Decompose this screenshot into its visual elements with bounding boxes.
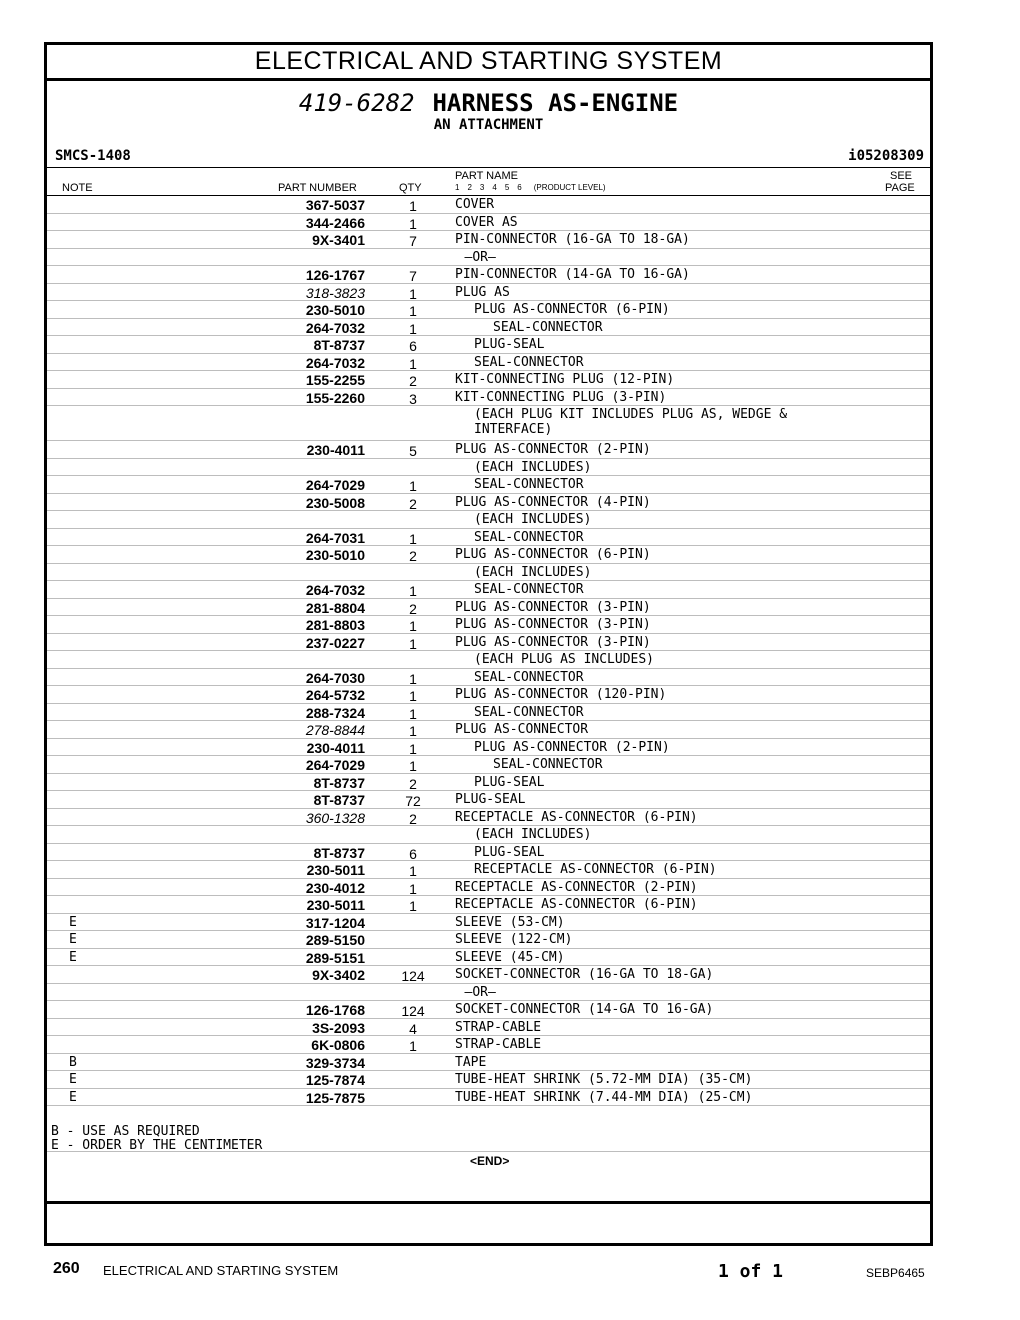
row-part-name: KIT-CONNECTING PLUG (3-PIN): [455, 389, 667, 405]
row-qty: 1: [409, 618, 417, 634]
row-part-name: KIT-CONNECTING PLUG (12-PIN): [455, 372, 675, 387]
row-qty: 124: [401, 968, 425, 984]
row-part-number: 264-7030: [305, 669, 365, 686]
row-qty: 1: [409, 215, 417, 232]
row-qty: 1: [409, 478, 417, 494]
parts-row: [47, 476, 930, 494]
group-header: [47, 89, 930, 133]
end-rule: [47, 1151, 930, 1152]
parts-row: [47, 564, 930, 582]
parts-page-frame: [44, 42, 933, 1246]
row-qty: 1: [409, 863, 417, 879]
row-qty: 1: [409, 530, 417, 547]
parts-row: [47, 301, 930, 319]
column-header-qty: QTY: [399, 182, 422, 194]
row-qty: 1: [409, 758, 417, 774]
row-part-number: 317-1204: [305, 914, 365, 931]
row-part-number: 360-1328: [305, 809, 365, 826]
row-part-name: —OR—: [464, 249, 496, 265]
row-part-number: 230-5011: [306, 862, 365, 878]
row-part-number: 230-4011: [306, 739, 365, 756]
row-part-number: 8T-8737: [313, 844, 365, 861]
parts-row: [47, 966, 930, 984]
row-part-number: 281-8803: [305, 617, 365, 633]
row-part-name: SLEEVE (53-CM): [455, 914, 565, 930]
column-header-part-name: PART NAME: [455, 170, 518, 182]
parts-row: [47, 1054, 930, 1072]
row-qty: 2: [409, 600, 417, 617]
row-part-name: PLUG AS-CONNECTOR (4-PIN): [455, 494, 651, 510]
row-part-name: SEAL-CONNECTOR: [474, 704, 584, 720]
level-label: 5: [504, 183, 510, 192]
parts-row: [47, 739, 930, 757]
row-part-name: COVER AS: [455, 214, 518, 230]
level-label: 2: [467, 183, 472, 192]
row-part-name: PLUG AS-CONNECTOR (3-PIN): [455, 634, 651, 650]
parts-row: [47, 371, 930, 389]
parts-row: [47, 616, 930, 634]
row-qty: 2: [409, 548, 417, 564]
row-part-name: SEAL-CONNECTOR: [493, 319, 603, 335]
row-part-number: 230-5010: [305, 302, 365, 318]
row-part-name: PLUG AS-CONNECTOR (3-PIN): [455, 599, 651, 615]
row-part-number: 8T-8737: [313, 774, 365, 791]
parts-row: [47, 546, 930, 564]
row-part-number: 155-2260: [305, 389, 365, 406]
parts-row: [47, 196, 930, 214]
row-part-name: RECEPTACLE AS-CONNECTOR (2-PIN): [455, 879, 698, 895]
parts-list: [47, 195, 930, 1106]
parts-row: [47, 406, 930, 441]
row-part-name: STRAP-CABLE: [455, 1019, 542, 1035]
row-part-number: 264-7029: [305, 477, 365, 493]
row-part-number: 289-5150: [305, 932, 365, 948]
row-qty: 7: [409, 233, 417, 249]
row-part-number: 3S-2093: [312, 1019, 365, 1036]
parts-row: [47, 879, 930, 897]
row-qty: 1: [409, 355, 417, 372]
row-part-number: 126-1768: [305, 1002, 365, 1018]
row-qty: 1: [409, 670, 417, 687]
row-part-number: 237-0227: [305, 634, 365, 651]
row-part-name: RECEPTACLE AS-CONNECTOR (6-PIN): [474, 862, 717, 877]
row-qty: 1: [409, 740, 417, 757]
row-qty: 124: [401, 1003, 425, 1019]
row-part-name: —OR—: [464, 984, 496, 1000]
row-qty: 1: [409, 583, 417, 599]
parts-row: [47, 1019, 930, 1037]
row-part-number: 278-8844: [305, 722, 365, 738]
row-part-name: PLUG AS-CONNECTOR: [455, 722, 589, 737]
row-part-number: 155-2255: [305, 372, 365, 388]
row-qty: 2: [409, 775, 417, 792]
level-label: 6: [517, 183, 522, 192]
row-part-name: PLUG AS: [455, 284, 510, 300]
parts-row: [47, 861, 930, 879]
parts-row: [47, 1071, 930, 1089]
parts-row: [47, 459, 930, 477]
row-part-name: SLEEVE (45-CM): [455, 949, 565, 965]
row-part-number: 6K-0806: [311, 1037, 365, 1053]
group-subtitle: AN ATTACHMENT: [433, 117, 544, 133]
column-header-page: PAGE: [885, 182, 915, 194]
note-b: B - USE AS REQUIRED: [51, 1124, 200, 1139]
parts-row: [47, 581, 930, 599]
row-part-number: 264-7031: [305, 529, 365, 546]
row-part-number: 230-5010: [305, 547, 365, 563]
row-part-number: 230-5011: [306, 897, 365, 913]
parts-row: [47, 984, 930, 1002]
row-part-name: PLUG-SEAL: [474, 844, 545, 860]
header-rule: [47, 167, 930, 168]
row-part-number: 9X-3401: [312, 232, 365, 248]
parts-row: [47, 686, 930, 704]
row-part-name: STRAP-CABLE: [455, 1037, 542, 1052]
parts-row: [47, 249, 930, 267]
parts-row: [47, 214, 930, 232]
parts-row: [47, 931, 930, 949]
parts-row: [47, 809, 930, 827]
parts-row: [47, 1089, 930, 1107]
row-part-number: 230-4011: [306, 442, 365, 458]
document-identifier: i05208309: [848, 148, 924, 164]
row-note: E: [69, 949, 77, 965]
row-part-number: 289-5151: [305, 949, 365, 966]
row-note: B: [69, 1054, 77, 1070]
row-part-number: 230-5008: [305, 494, 365, 511]
row-part-number: 125-7874: [305, 1072, 365, 1088]
note-e: E - ORDER BY THE CENTIMETER: [51, 1138, 263, 1153]
row-part-name: PLUG-SEAL: [455, 792, 526, 807]
parts-row: [47, 494, 930, 512]
parts-row: [47, 791, 930, 809]
section-title: ELECTRICAL AND STARTING SYSTEM: [47, 45, 930, 81]
footer-page-count: 1 of 1: [718, 1261, 784, 1282]
row-part-number: 9X-3402: [312, 967, 365, 983]
row-qty: 1: [409, 880, 417, 897]
row-part-number: 125-7875: [305, 1089, 365, 1106]
row-qty: 1: [409, 635, 417, 652]
row-part-name: RECEPTACLE AS-CONNECTOR (6-PIN): [455, 809, 698, 825]
row-part-name: SEAL-CONNECTOR: [493, 757, 603, 772]
row-part-name: (EACH PLUG AS INCLUDES): [474, 652, 655, 667]
row-part-name: SLEEVE (122-CM): [455, 932, 573, 947]
row-part-name: SEAL-CONNECTOR: [474, 669, 584, 685]
level-label: 4: [492, 183, 497, 192]
row-part-name: (EACH INCLUDES): [474, 564, 592, 580]
bottom-rule: [47, 1201, 930, 1204]
group-title: [47, 89, 930, 117]
row-note: E: [69, 1089, 77, 1105]
row-part-name: PLUG-SEAL: [474, 774, 545, 790]
row-part-name: PLUG AS-CONNECTOR (120-PIN): [455, 687, 667, 702]
footer-page-number: 260: [53, 1260, 80, 1277]
end-marker: <END>: [470, 1154, 510, 1168]
parts-row: [47, 529, 930, 547]
row-part-name: PLUG AS-CONNECTOR (6-PIN): [474, 302, 670, 317]
row-qty: 4: [409, 1020, 417, 1037]
row-part-name: (EACH INCLUDES): [474, 512, 592, 527]
parts-row: [47, 1001, 930, 1019]
row-note: E: [69, 932, 77, 947]
parts-row: [47, 266, 930, 284]
group-number: 419-6282: [298, 89, 415, 117]
row-part-name: SEAL-CONNECTOR: [474, 477, 584, 492]
row-part-name: PLUG AS-CONNECTOR (2-PIN): [455, 442, 651, 457]
row-part-number: 281-8804: [305, 599, 365, 616]
row-qty: 72: [405, 793, 421, 809]
column-header-note: NOTE: [62, 182, 93, 194]
row-part-number: 8T-8737: [313, 792, 365, 808]
row-note: E: [69, 1072, 77, 1087]
notes-legend: [51, 1125, 262, 1153]
parts-row: [47, 511, 930, 529]
row-part-name: TAPE: [455, 1054, 487, 1070]
row-part-number: 264-7032: [305, 319, 365, 336]
product-level-label: (PRODUCT LEVEL): [533, 183, 606, 192]
level-label: 1: [455, 183, 460, 192]
parts-row: [47, 721, 930, 739]
parts-row: [47, 634, 930, 652]
row-part-name: (EACH INCLUDES): [474, 459, 592, 475]
row-part-name: PIN-CONNECTOR (16-GA TO 18-GA): [455, 232, 690, 247]
parts-row: [47, 896, 930, 914]
smcs-code: SMCS-1408: [55, 148, 131, 164]
parts-row: [47, 844, 930, 862]
parts-row: [47, 914, 930, 932]
row-part-name: RECEPTACLE AS-CONNECTOR (6-PIN): [455, 897, 698, 912]
parts-row: [47, 756, 930, 774]
row-part-name: SOCKET-CONNECTOR (14-GA TO 16-GA): [455, 1002, 714, 1017]
row-qty: 1: [409, 705, 417, 722]
row-qty: 1: [409, 198, 417, 214]
parts-row: [47, 284, 930, 302]
row-part-number: 367-5037: [305, 197, 365, 213]
row-part-number: 318-3823: [305, 284, 365, 301]
row-part-number: 264-7032: [305, 582, 365, 598]
parts-row: [47, 1036, 930, 1054]
row-note: E: [69, 914, 77, 930]
row-qty: 7: [409, 268, 417, 284]
row-part-number: 264-7032: [305, 354, 365, 371]
row-qty: 1: [409, 1038, 417, 1054]
row-part-name: PLUG AS-CONNECTOR (6-PIN): [455, 547, 651, 562]
row-part-name: SEAL-CONNECTOR: [474, 354, 584, 370]
row-part-name: SOCKET-CONNECTOR (16-GA TO 18-GA): [455, 967, 714, 982]
row-part-name: SEAL-CONNECTOR: [474, 582, 584, 597]
row-qty: 1: [409, 688, 417, 704]
parts-row: [47, 704, 930, 722]
row-part-name: COVER: [455, 197, 495, 212]
row-part-name: SEAL-CONNECTOR: [474, 529, 584, 545]
row-qty: 5: [409, 443, 417, 459]
parts-row: [47, 651, 930, 669]
row-qty: 1: [409, 898, 417, 914]
row-part-name: (EACH PLUG KIT INCLUDES PLUG AS, WEDGE & INTERFACE): [474, 407, 788, 437]
row-qty: 2: [409, 810, 417, 827]
row-part-number: 264-5732: [305, 687, 365, 703]
footer-doc-id: SEBP6465: [866, 1266, 925, 1280]
row-qty: 2: [409, 373, 417, 389]
parts-row: [47, 354, 930, 372]
row-part-number: 329-3734: [305, 1054, 365, 1071]
row-part-name: PLUG AS-CONNECTOR (2-PIN): [474, 739, 670, 755]
row-part-name: PLUG-SEAL: [474, 337, 545, 352]
column-header-see: SEE: [890, 170, 913, 182]
parts-row: [47, 669, 930, 687]
parts-row: [47, 441, 930, 459]
row-part-number: 288-7324: [305, 704, 365, 721]
row-part-number: 264-7029: [305, 757, 365, 773]
row-part-number: 344-2466: [305, 214, 365, 231]
row-qty: 1: [409, 320, 417, 337]
row-part-number: 126-1767: [305, 267, 365, 283]
parts-row: [47, 319, 930, 337]
parts-row: [47, 336, 930, 354]
row-part-name: TUBE-HEAT SHRINK (7.44-MM DIA) (25-CM): [455, 1089, 753, 1105]
row-part-number: 8T-8737: [313, 337, 365, 353]
row-qty: 6: [409, 338, 417, 354]
row-part-name: PLUG AS-CONNECTOR (3-PIN): [455, 617, 651, 632]
group-name: HARNESS AS-ENGINE: [432, 89, 679, 117]
parts-row: [47, 774, 930, 792]
parts-row: [47, 599, 930, 617]
level-label: 3: [479, 183, 485, 192]
parts-row: [47, 949, 930, 967]
parts-row: [47, 389, 930, 407]
product-level-header: [455, 183, 606, 192]
row-qty: 3: [409, 390, 417, 407]
row-qty: 6: [409, 845, 417, 862]
row-qty: 1: [409, 285, 417, 302]
row-part-name: TUBE-HEAT SHRINK (5.72-MM DIA) (35-CM): [455, 1072, 753, 1087]
row-qty: 2: [409, 495, 417, 512]
parts-row: [47, 231, 930, 249]
column-header-part-number: PART NUMBER: [278, 182, 357, 194]
parts-row: [47, 826, 930, 844]
row-qty: 1: [409, 723, 417, 739]
footer-section-title: ELECTRICAL AND STARTING SYSTEM: [103, 1263, 339, 1278]
row-part-number: 230-4012: [305, 879, 365, 896]
row-part-name: PIN-CONNECTOR (14-GA TO 16-GA): [455, 267, 690, 282]
row-qty: 1: [409, 303, 417, 319]
row-part-name: (EACH INCLUDES): [474, 827, 592, 842]
